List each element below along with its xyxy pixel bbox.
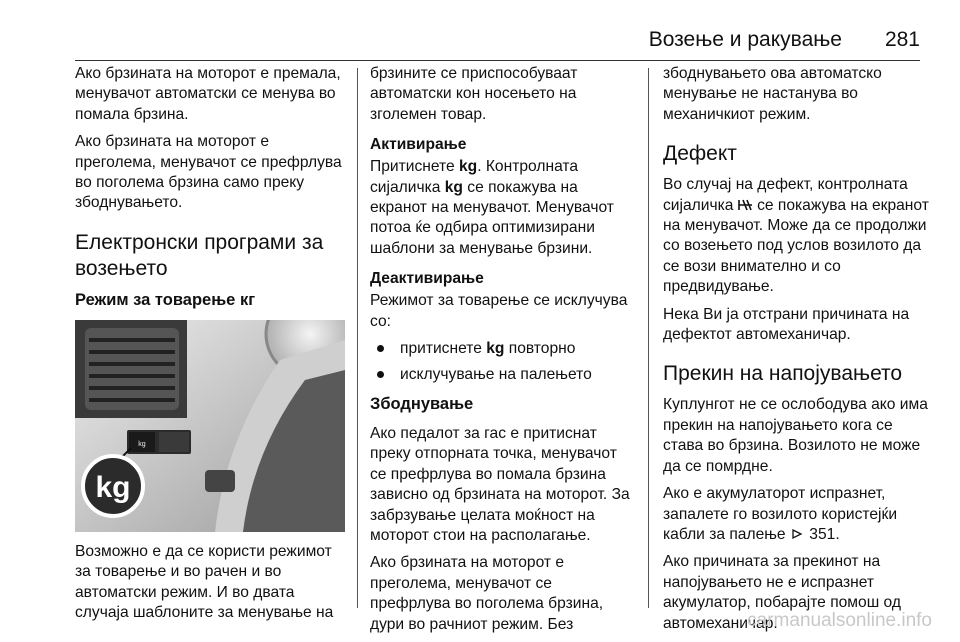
deactivation-list	[370, 339, 634, 386]
header-rule	[75, 60, 920, 61]
subsection-heading: Режим за товарење кг	[75, 290, 256, 309]
section-heading: Прекин на напојувањето	[663, 362, 903, 386]
kg-symbol: kg	[458, 158, 478, 176]
watermark-logo: carmanualsonline.info	[747, 610, 932, 631]
paragraph: брзините се приспособуваат автоматски кон носењето на зголемен товар.	[370, 65, 578, 123]
kg-symbol: kg	[444, 178, 463, 196]
paragraph: Возможно е да се користи режимот за товарење и во рачен и во автоматски режим. И во двата случаја шаблоните за менување на	[75, 542, 334, 622]
activation-heading: Активирање	[370, 136, 467, 154]
load-mode-button-photo	[75, 320, 345, 532]
column-3	[663, 64, 933, 641]
activation-text: Притиснете kg. Контролната сијаличка kg се покажува на екранот на менувачот. Менувачот потоа ќе одбира оптимизирани шаблони за менување брзини.	[370, 158, 614, 257]
page-reference-icon	[790, 528, 805, 540]
list-item: исклучување на палењето	[370, 365, 634, 385]
paragraph: Куплунгот не се ослободува ако има прекин на напојувањето кога се става во брзина. Возилото не може да се помрдне.	[663, 396, 928, 475]
subsection-heading: Збоднување	[370, 394, 474, 413]
transmission-fault-icon	[738, 199, 753, 211]
list-item: притиснете kg повторно	[370, 339, 634, 359]
paragraph: збоднувањето ова автоматско менување не настанува во механичкиот режим.	[663, 65, 882, 123]
column-1	[75, 64, 347, 630]
paragraph: Ако педалот за гас е притиснат преку отпорната точка, менувачот се префрлува во помала брзина зависно од брзината на моторот. За забрзување целата моќност на моторот стои на располагање.	[370, 424, 630, 544]
page-header	[75, 24, 920, 54]
kg-badge-label: kg	[95, 470, 131, 504]
paragraph: Ако брзината на моторот е преголема, менувачот се префрлува во поголема брзина, дури во рачниот режим. Без	[370, 554, 604, 633]
page-number: 281	[884, 28, 920, 51]
paragraph: Режимот за товарење се исклучува со:	[370, 292, 628, 330]
section-heading: Електронски програми за возењето	[75, 230, 324, 280]
paragraph: Ако брзината на моторот е преголема, менувачот се префрлува во поголема брзина само преку збоднувањето.	[75, 133, 342, 212]
paragraph: Ако причината за прекинот на напојувањето не е испразнет акумулатор, побарајте помош од автомеханичар.	[663, 553, 901, 632]
small-kg-label: kg	[138, 440, 146, 448]
paragraph: Ако брзината на моторот е премала, менувачот автоматски се менува во помала брзина.	[75, 65, 341, 123]
column-divider-1	[357, 68, 358, 608]
deactivation-heading: Деактивирање	[370, 270, 484, 288]
kg-symbol: kg	[486, 340, 505, 358]
paragraph: Нека Ви ја отстрани причината на дефектот автомеханичар.	[663, 305, 910, 344]
column-2	[370, 64, 634, 642]
page-reference[interactable]: 351	[809, 525, 836, 543]
section-heading: Дефект	[663, 142, 737, 166]
column-divider-2	[648, 68, 649, 608]
fault-text: Во случај на дефект, контролната сијаличка се покажува на екранот на менувачот. Може да се продолжи со возењето под услов возилото да се вози внимателно и со предвидување.	[663, 176, 929, 296]
jump-start-text: Ако е акумулаторот испразнет, запалете го возилото користејќи кабли за палење 351.	[663, 485, 898, 543]
header-title: Возење и ракување	[648, 28, 842, 51]
